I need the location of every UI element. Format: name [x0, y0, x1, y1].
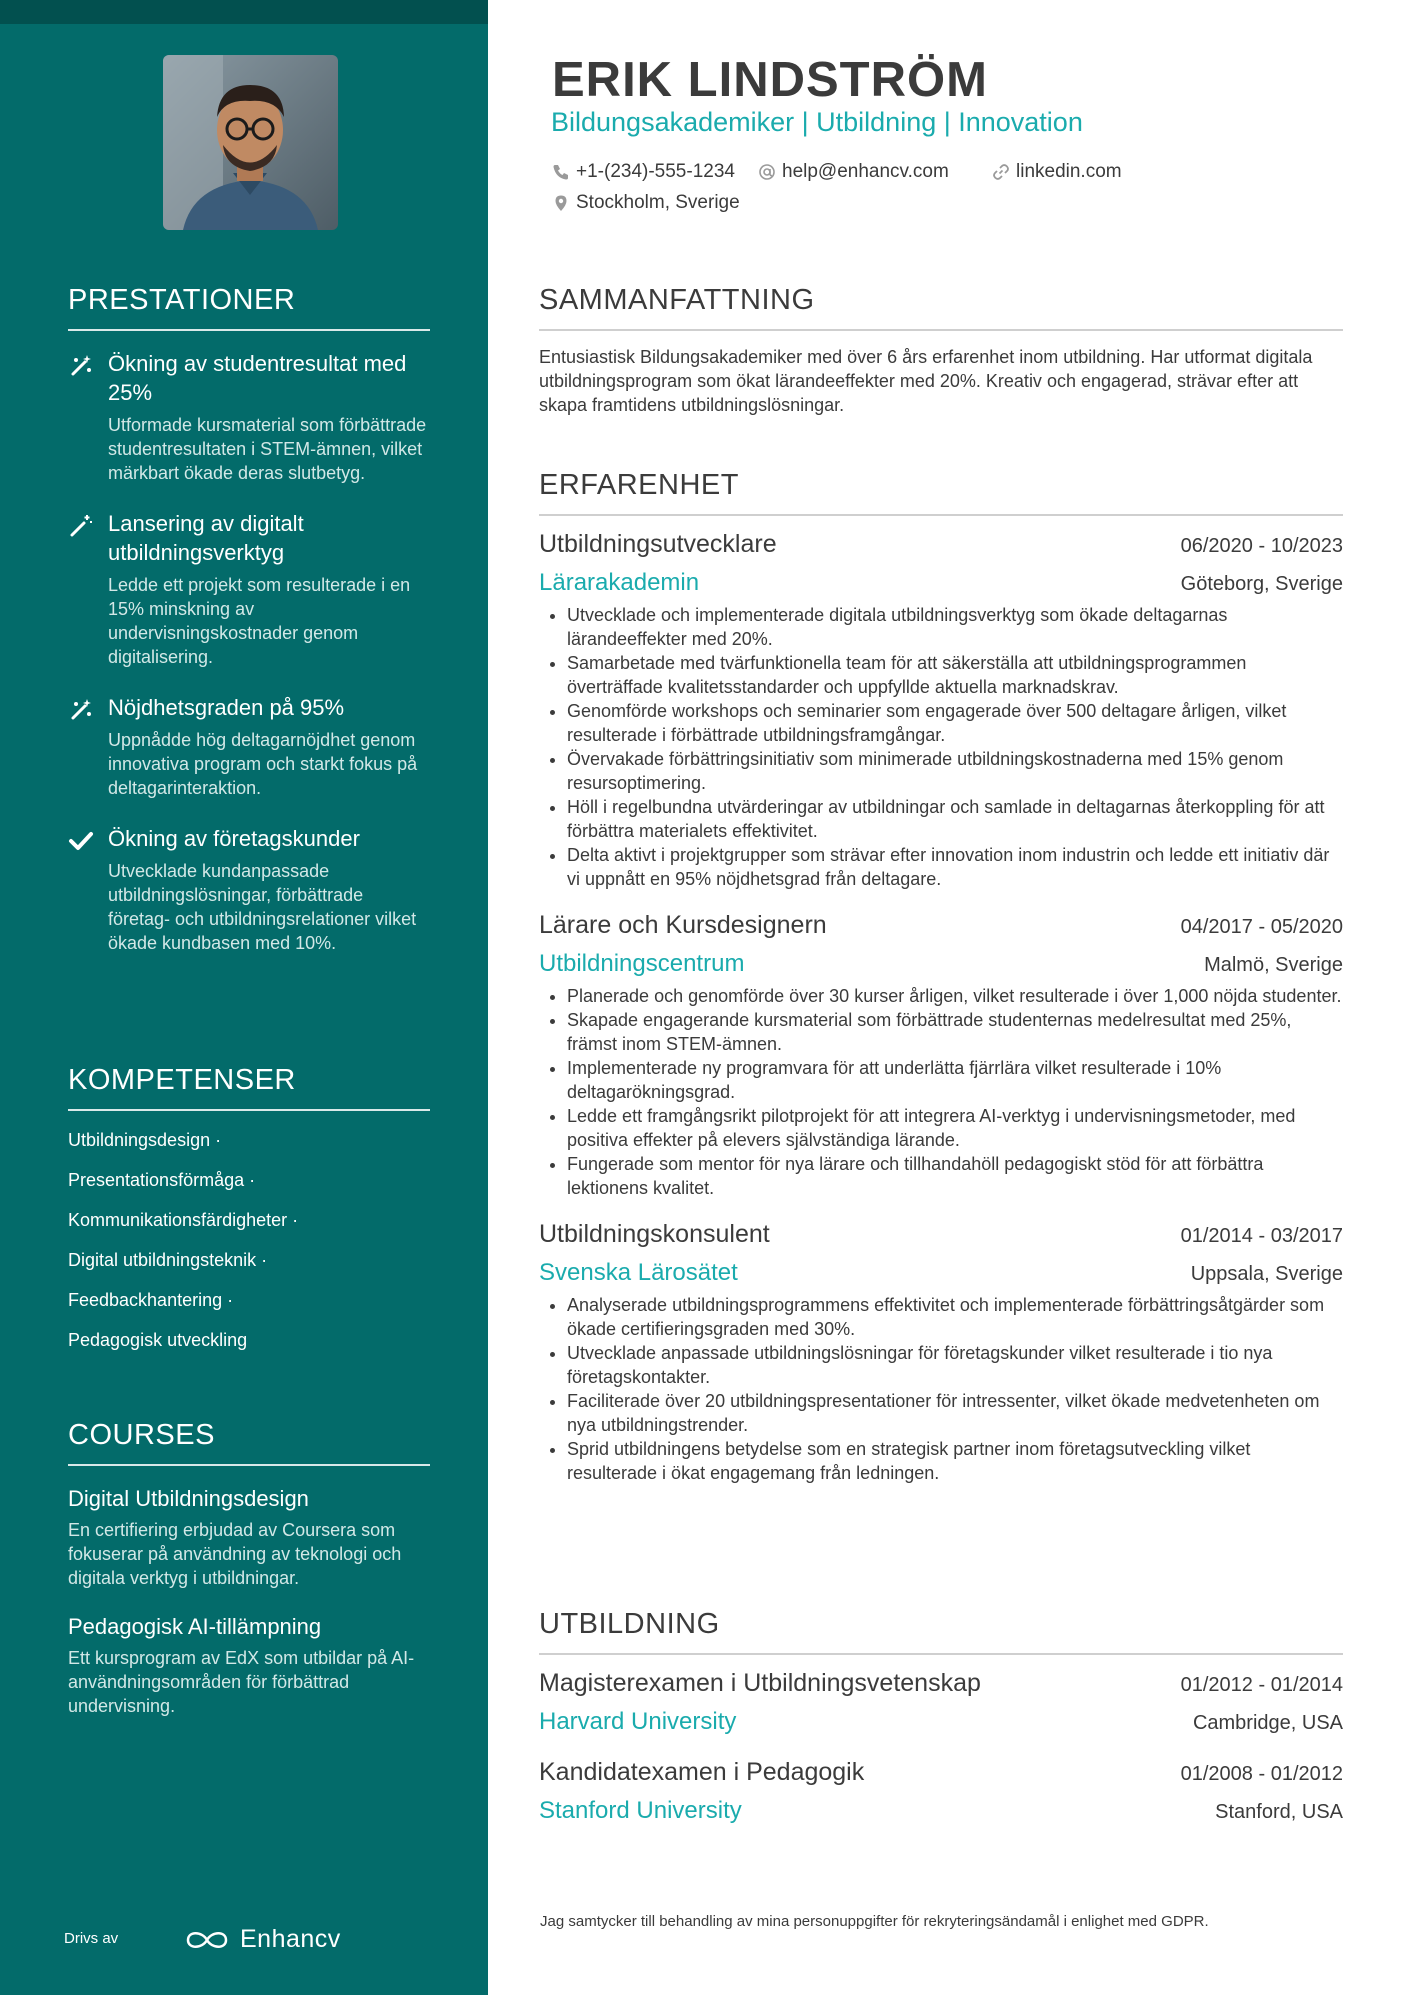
achievement-item	[68, 509, 430, 669]
job-bullet: • Delta aktivt i projektgrupper som strävar efter innovation inom industrin och ledde ett initiativ där vi uppnått en 95% nöjdhetsgrad från deltagare.	[567, 843, 1343, 891]
contact-location	[552, 192, 740, 214]
achievement-item	[68, 349, 430, 485]
achievements-section	[68, 284, 430, 979]
powered-by-label: Drivs av	[64, 1930, 119, 1947]
candidate-name: ERIK LINDSTRÖM	[552, 53, 988, 107]
job-bullets	[539, 984, 1343, 1200]
wand-sparkle-icon	[68, 353, 94, 379]
job-title: Utbildningskonsulent	[539, 1220, 770, 1248]
experience-title: ERFARENHET	[539, 469, 1343, 516]
contact-linkedin[interactable]	[992, 161, 1122, 183]
job-entry	[539, 530, 1343, 891]
job-bullet: • Utvecklade och implementerade digitala utbildningsverktyg som ökade deltagarnas lärandeeffekter med 20%.	[567, 603, 1343, 651]
brand-name: Enhancv	[240, 1925, 341, 1953]
education-location: Cambridge, USA	[1192, 1712, 1343, 1734]
profile-photo	[163, 55, 338, 230]
linkedin-text: linkedin.com	[1016, 161, 1122, 182]
skill-item: Presentationsförmåga ·	[68, 1170, 256, 1190]
location-text: Stockholm, Sverige	[576, 192, 740, 213]
experience-section	[539, 469, 1343, 1505]
job-dates: 06/2020 - 10/2023	[1180, 535, 1343, 557]
job-title: Utbildningsutvecklare	[539, 530, 777, 558]
job-bullets	[539, 1293, 1343, 1485]
achievement-description: Ledde ett projekt som resulterade i en 15% minskning av undervisningskostnader genom digitalisering.	[108, 575, 411, 667]
education-section	[539, 1608, 1343, 1847]
achievement-title: Nöjdhetsgraden på 95%	[108, 695, 345, 720]
course-title: Digital Utbildningsdesign	[68, 1486, 309, 1511]
sidebar-top-bar	[0, 0, 488, 24]
achievement-title: Ökning av studentresultat med 25%	[108, 351, 407, 405]
course-description: En certifiering erbjudad av Coursera som fokuserar på användning av teknologi och digitala verktyg i utbildningar.	[68, 1520, 402, 1588]
skill-item: Pedagogisk utveckling	[68, 1330, 248, 1350]
summary-text: Entusiastisk Bildungsakademiker med över 6 års erfarenhet inom utbildning. Har utformat digitala utbildningsprogram som ökat lärandeeffekter med 20%. Kreativ och engagerad, strävar efter att skapa framtidens utbildningslösningar.	[539, 347, 1313, 415]
achievement-description: Uppnådde hög deltagarnöjdhet genom innovativa program och starkt fokus på deltagarinteraktion.	[108, 730, 418, 798]
job-bullet: • Sprid utbildningens betydelse som en strategisk partner inom företagsutveckling vilket resulterade i ökat engagemang från ledningen.	[567, 1437, 1343, 1485]
job-location: Uppsala, Sverige	[1190, 1263, 1343, 1285]
gdpr-consent: Jag samtycker till behandling av mina personuppgifter för rekryteringsändamål i enlighet med GDPR.	[540, 1913, 1209, 1930]
job-dates: 04/2017 - 05/2020	[1180, 916, 1343, 938]
sidebar	[0, 0, 488, 1995]
achievement-description: Utvecklade kundanpassade utbildningslösningar, förbättrade företag- och utbildningsrelationer vilket ökade kundbasen med 10%.	[108, 861, 417, 953]
job-bullet: • Övervakade förbättringsinitiativ som minimerade utbildningskostnaderna med 15% genom resursoptimering.	[567, 747, 1343, 795]
phone-icon	[552, 163, 570, 181]
checkmark-icon	[68, 828, 94, 854]
skills-title: KOMPETENSER	[68, 1064, 430, 1111]
school: Stanford University	[539, 1797, 742, 1824]
job-company: Svenska Lärosätet	[539, 1259, 738, 1286]
job-location: Malmö, Sverige	[1204, 954, 1343, 976]
skill-item: Digital utbildningsteknik ·	[68, 1250, 268, 1270]
summary-section	[539, 284, 1343, 417]
job-bullets	[539, 603, 1343, 891]
course-description: Ett kursprogram av EdX som utbildar på AI-användningsområden för förbättrad undervisning.	[68, 1648, 415, 1716]
location-pin-icon	[552, 194, 570, 212]
job-bullet: • Fungerade som mentor för nya lärare och tillhandahöll pedagogiskt stöd för att förbättra lektionens kvalitet.	[567, 1152, 1343, 1200]
summary-title: SAMMANFATTNING	[539, 284, 1343, 331]
job-bullet: • Faciliterade över 20 utbildningspresentationer för intressenter, vilket ökade medvetenheten om nya utbildningstrender.	[567, 1389, 1343, 1437]
job-entry	[539, 1220, 1343, 1485]
courses-section	[68, 1419, 430, 1740]
contact-email[interactable]	[758, 161, 949, 183]
job-bullet: • Höll i regelbundna utvärderingar av utbildningar och samlade in deltagarnas återkoppling för att förbättra materialets effektivitet.	[567, 795, 1343, 843]
achievement-title: Ökning av företagskunder	[108, 826, 360, 851]
school: Harvard University	[539, 1708, 737, 1735]
wand-sparkle-icon	[68, 697, 94, 723]
headline: Bildungsakademiker | Utbildning | Innovation	[551, 107, 1083, 137]
course-title: Pedagogisk AI-tillämpning	[68, 1614, 322, 1639]
job-bullet: • Utvecklade anpassade utbildningslösningar för företagskunder vilket resulterade i tio nya företagskontakter.	[567, 1341, 1343, 1389]
education-entry	[539, 1669, 1343, 1736]
job-location: Göteborg, Sverige	[1180, 573, 1343, 595]
enhancv-logo[interactable]	[184, 1925, 341, 1954]
contact-phone[interactable]	[552, 161, 735, 183]
link-icon	[992, 163, 1010, 181]
job-bullet: • Ledde ett framgångsrikt pilotprojekt för att integrera AI-verktyg i undervisningsmetoder, med positiva effekter på elevers självständiga lärande.	[567, 1104, 1343, 1152]
job-dates: 01/2014 - 03/2017	[1180, 1225, 1343, 1247]
skills-section	[68, 1064, 430, 1369]
achievement-item	[68, 824, 430, 955]
at-sign-icon	[758, 163, 776, 181]
education-dates: 01/2008 - 01/2012	[1180, 1763, 1343, 1785]
education-location: Stanford, USA	[1215, 1801, 1343, 1823]
job-title: Lärare och Kursdesignern	[539, 911, 827, 939]
job-bullet: • Genomförde workshops och seminarier som engagerade över 500 deltagare årligen, vilket resulterade i förbättrade utbildningsframgångar.	[567, 699, 1343, 747]
education-title: UTBILDNING	[539, 1608, 1343, 1655]
job-bullet: • Skapade engagerande kursmaterial som förbättrade studenternas medelresultat med 25%, främst inom STEM-ämnen.	[567, 1008, 1343, 1056]
education-dates: 01/2012 - 01/2014	[1180, 1674, 1343, 1696]
job-entry	[539, 911, 1343, 1200]
achievements-title: PRESTATIONER	[68, 284, 430, 331]
skill-item: Feedbackhantering ·	[68, 1290, 234, 1310]
courses-title: COURSES	[68, 1419, 430, 1466]
job-bullet: • Analyserade utbildningsprogrammens effektivitet och implementerade förbättringsåtgärder som ökade certifieringsgraden med 30%.	[567, 1293, 1343, 1341]
job-company: Utbildningscentrum	[539, 950, 745, 977]
magic-wand-icon	[68, 513, 94, 539]
email-text: help@enhancv.com	[782, 161, 949, 182]
skill-item: Kommunikationsfärdigheter ·	[68, 1210, 299, 1230]
degree: Magisterexamen i Utbildningsvetenskap	[539, 1669, 981, 1697]
job-bullet: • Samarbetade med tvärfunktionella team för att säkerställa att utbildningsprogrammen överträffade kvalitetsstandarder och uppfyllde aktuella marknadskrav.	[567, 651, 1343, 699]
job-company: Lärarakademin	[539, 569, 700, 596]
job-bullet: • Planerade och genomförde över 30 kurser årligen, vilket resulterade i över 1,000 nöjda studenter.	[567, 984, 1343, 1008]
infinity-logo-icon	[184, 1928, 230, 1952]
achievement-item	[68, 693, 430, 800]
degree: Kandidatexamen i Pedagogik	[539, 1758, 865, 1786]
achievement-description: Utformade kursmaterial som förbättrade studentresultaten i STEM-ämnen, vilket märkbart ökade deras slutbetyg.	[108, 415, 427, 483]
education-entry	[539, 1758, 1343, 1825]
skill-item: Utbildningsdesign ·	[68, 1130, 222, 1150]
phone-text: +1-(234)-555-1234	[576, 161, 735, 182]
achievement-title: Lansering av digitalt utbildningsverktyg	[108, 511, 304, 565]
job-bullet: • Implementerade ny programvara för att underlätta fjärrlära vilket resulterade i 10% deltagarökningsgrad.	[567, 1056, 1343, 1104]
